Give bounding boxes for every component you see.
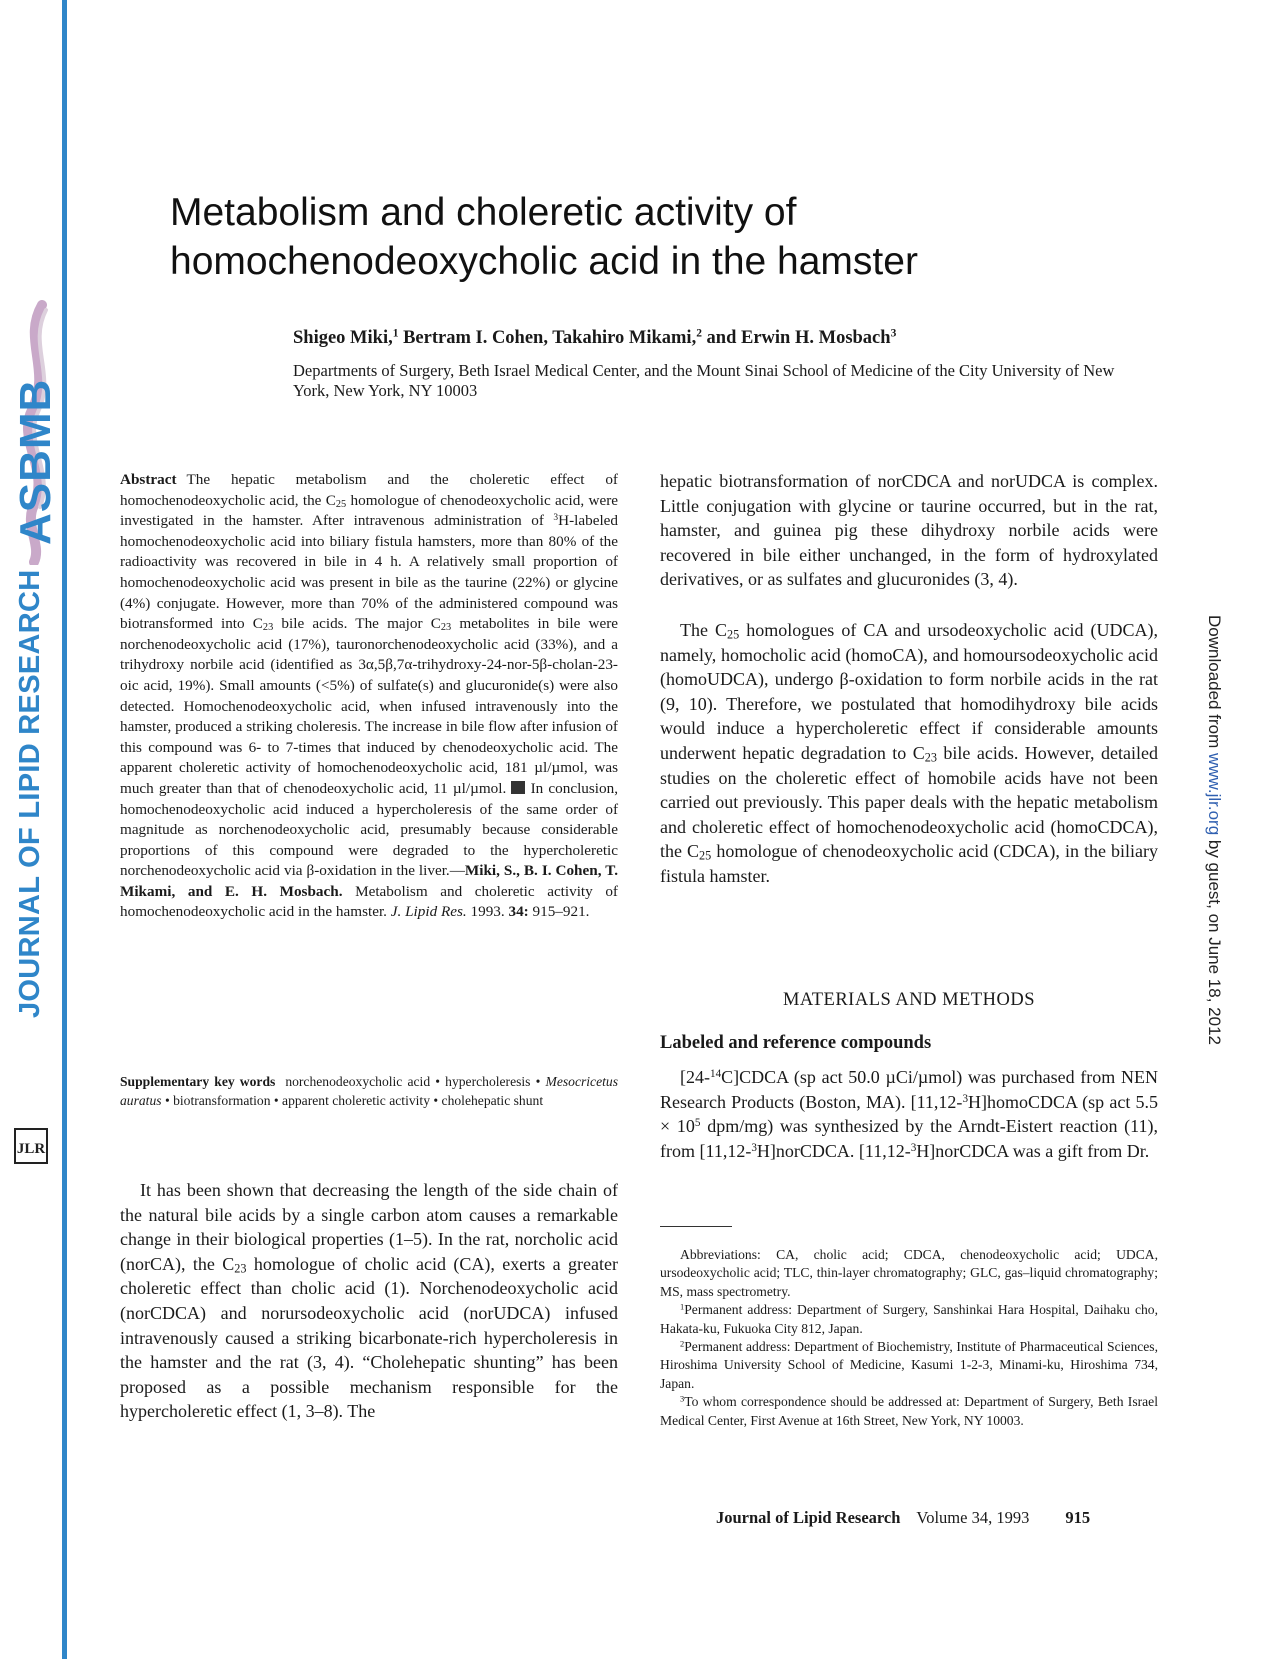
section-heading: MATERIALS AND METHODS: [782, 990, 1036, 1010]
continuation-paragraph: hepatic biotransformation of norCDCA and norUDCA is complex. Little conjugation with glycine or taurine occurred, but in the rat, hamster, and guinea pig these dihydroxy norbile acids were recovered in bile either unchanged, in the form of hydroxylated derivatives, or as sulfates and glucuronides (3, 4).: [660, 471, 1158, 590]
running-footer: [716, 1508, 1090, 1528]
subscript: 25: [699, 848, 712, 863]
key-words-text: • biotransformation • apparent choleretic activity • cholehepatic shunt: [161, 1092, 544, 1108]
abstract: [120, 470, 618, 923]
download-prefix: Downloaded from: [1205, 615, 1224, 753]
body-text: homologue of cholic acid (CA), exerts a greater choleretic effect than cholic acid (1). Norchenodeoxycholic acid (norCDCA) and norursodeoxycholic acid (norUDCA) infused intravenously caused a striking bicarbonate-rich hypercholeresis in the hamster and the rat (3, 4). “Cholehepatic shunting” has been proposed as a possible mechanism responsible for the hypercholeretic effect (1, 3–8). The: [120, 1253, 618, 1422]
abstract-text: bile acids. The major C: [273, 615, 441, 633]
footnote-mark: 1: [680, 1301, 685, 1312]
body-text: It has been shown that decreasing the length of the side chain of the natural bile acids by a single carbon atom causes a remarkable change in their biological properties (1–5). In the rat, norcholic acid (norCA), the C: [120, 1180, 618, 1274]
affiliation: Departments of Surgery, Beth Israel Medical Center, and the Mount Sinai School of Medicine of the City University of New York, New York, NY 10003: [293, 361, 1115, 400]
author-footnote-mark: 1: [392, 327, 399, 340]
paper-title: [170, 188, 1050, 286]
superscript: 3: [751, 1141, 757, 1154]
footnote-abbreviations: [660, 1246, 1158, 1301]
body-text: The C: [680, 620, 728, 640]
footnote-text: To whom correspondence should be addressed at: Department of Surgery, Beth Israel Medical Center, First Avenue at 16th Street, New York, NY 10003.: [660, 1394, 1158, 1428]
abstract-text: The hepatic metabolism and the choleretic effect of homochenodeoxycholic acid, the C: [120, 471, 618, 509]
journal-band-title: JOURNAL OF LIPID RESEARCH: [14, 569, 46, 1018]
citation-pages: 915–921.: [528, 903, 590, 921]
footnote-text: Abbreviations: CA, cholic acid; CDCA, chenodeoxycholic acid; UDCA, ursodeoxycholic acid; TLC, thin-layer chromatography; GLC, gas–liquid chromatography; MS, mass spectrometry.: [660, 1247, 1158, 1299]
author-miki: Shigeo Miki,: [293, 328, 393, 348]
author-cohen-mikami: Bertram I. Cohen, Takahiro Mikami,: [398, 328, 697, 348]
body-text: H]homoCDCA (sp act 5.5 × 10: [660, 1091, 1158, 1137]
author-mosbach: and Erwin H. Mosbach: [701, 328, 891, 348]
citation-journal: J. Lipid Res.: [390, 903, 467, 921]
abstract-text: In conclusion, homochenodeoxycholic acid induced a hypercholeresis of the same order of magnitude as norchenodeoxycholic acid, presumably because considerable proportions of this compound were degraded to the hypercholeretic norchenodeoxycholic acid via β-oxidation in the liver.—: [120, 779, 618, 880]
supplementary-material-icon: [511, 781, 525, 794]
body-text: [24-: [680, 1067, 710, 1087]
jlr-logo-icon: [14, 1128, 48, 1164]
footnote-2: [660, 1338, 1158, 1393]
body-text: C]CDCA (sp act 50.0 µCi/µmol) was purchased from NEN Research Products (Boston, MA). [11,12-: [660, 1067, 1158, 1112]
subscript: 25: [335, 498, 347, 510]
author-footnote-mark: 2: [696, 327, 702, 340]
citation-year: 1993.: [466, 903, 509, 921]
footnote-mark: 2: [680, 1338, 685, 1349]
body-text: bile acids. However, detailed studies on the choleretic effect of homobile acids have not been carried out previously. This paper deals with the hepatic metabolism and choleretic effect of homochenodeoxycholic acid (homoCDCA), the C: [660, 742, 1158, 862]
citation-volume: 34:: [508, 903, 529, 921]
citation-title: Metabolism and choleretic activity of homochenodeoxycholic acid in the hamster.: [120, 882, 618, 921]
jlr-logo-text: JLR: [16, 1141, 46, 1157]
download-suffix: by guest, on June 18, 2012: [1205, 835, 1224, 1045]
side-band-rule: [62, 0, 67, 1659]
body-text: homologue of chenodeoxycholic acid (CDCA), in the biliary fistula hamster.: [660, 841, 1159, 886]
abstract-text: homologue of chenodeoxycholic acid, were investigated in the hamster. After intravenous administration of: [120, 491, 619, 530]
body-paragraph: [660, 1065, 1158, 1163]
subscript: 23: [440, 622, 452, 634]
key-words-text: norchenodeoxycholic acid • hypercholeresis •: [285, 1074, 546, 1089]
author-list: [293, 328, 896, 349]
page-number: 915: [1065, 1508, 1091, 1527]
abstract-label: Abstract: [120, 471, 177, 488]
footnote-text: Permanent address: Department of Surgery, Sanshinkai Hara Hospital, Daihaku cho, Hakata-ku, Fukuoka City 812, Japan.: [660, 1302, 1158, 1336]
superscript: 3: [553, 513, 559, 524]
superscript: 3: [910, 1141, 917, 1154]
footnote-text: Permanent address: Department of Biochemistry, Institute of Pharmaceutical Sciences, Hiroshima University School of Medicine, Kasumi 1-2-3, Minami-ku, Hiroshima 734, Japan.: [660, 1339, 1158, 1391]
body-text: H]norCDCA was a gift from Dr.: [916, 1140, 1150, 1161]
asbmb-logo: ASBMB: [11, 378, 60, 545]
title-line-2: homochenodeoxycholic acid in the hamster: [170, 240, 918, 283]
download-notice: [1204, 615, 1224, 1045]
footnote-divider: [660, 1226, 732, 1227]
footnotes: [660, 1246, 1158, 1430]
body-paragraph: [660, 618, 1158, 889]
key-words: [120, 1073, 618, 1110]
superscript: 14: [710, 1067, 722, 1080]
subscript: 25: [727, 627, 740, 642]
key-words-label: Supplementary key words: [120, 1074, 276, 1089]
superscript: 5: [694, 1117, 701, 1130]
footer-journal-name: Journal of Lipid Research: [716, 1508, 901, 1527]
author-footnote-mark: 3: [890, 327, 897, 340]
subscript: 23: [924, 750, 937, 765]
title-line-1: Metabolism and choleretic activity of: [170, 191, 797, 234]
subscript: 23: [262, 622, 274, 634]
key-words-species: Mesocricetus auratus: [120, 1074, 618, 1108]
subsection-heading: Labeled and reference compounds: [660, 1033, 932, 1053]
introduction-paragraph: [120, 1178, 618, 1424]
abstract-text: H-labeled homochenodeoxycholic acid into biliary fistula hamsters, more than 80% of the radioactivity was recovered in bile in 4 h. A relatively small proportion of homochenodeoxycholic acid was present in bile as the taurine (22%) or glycine (4%) conjugate. However, more than 70% of the administered compound was biotransformed into C: [120, 512, 618, 633]
footnote-3: [660, 1393, 1158, 1430]
footnote-1: [660, 1301, 1158, 1338]
subscript: 23: [234, 1261, 247, 1276]
download-link[interactable]: www.jlr.org: [1205, 752, 1224, 836]
body-text: H]norCDCA. [11,12-: [756, 1140, 911, 1161]
footer-volume: Volume 34, 1993: [916, 1508, 1030, 1527]
abstract-text: metabolites in bile were norchenodeoxycholic acid (17%), tauronorchenodeoxycholic acid (33%), and a trihydroxy norbile acid (identified as 3α,5β,7α-trihydroxy-24-nor-5β-cholan-23-oic acid, 19%). Small amounts (<5%) of sulfate(s) and glucuronide(s) were also detected. Homochenodeoxycholic acid, when infused intravenously into the hamster, produced a striking choleresis. The increase in bile flow after infusion of this compound was 6- to 7-times that induced by chenodeoxycholic acid. The apparent choleretic activity of homochenodeoxycholic acid, 181 µl/µmol, was much greater than that of chenodeoxycholic acid, 11 µl/µmol.: [120, 615, 619, 797]
body-text: dpm/mg) was synthesized by the Arndt-Eistert reaction (11), from [11,12-: [660, 1116, 1158, 1161]
footnote-mark: 3: [680, 1393, 685, 1404]
citation-authors: Miki, S., B. I. Cohen, T. Mikami, and E. H. Mosbach.: [120, 862, 618, 900]
body-text: homologues of CA and ursodeoxycholic acid (UDCA), namely, homocholic acid (homoCA), and homoursodeoxycholic acid (homoUDCA), undergo β-oxidation to form norbile acids in the rat (9, 10). Therefore, we postulated that homodihydroxy bile acids would induce a hypercholeretic effect if considerable amounts underwent hepatic degradation to C: [660, 620, 1158, 763]
superscript: 3: [962, 1092, 969, 1105]
